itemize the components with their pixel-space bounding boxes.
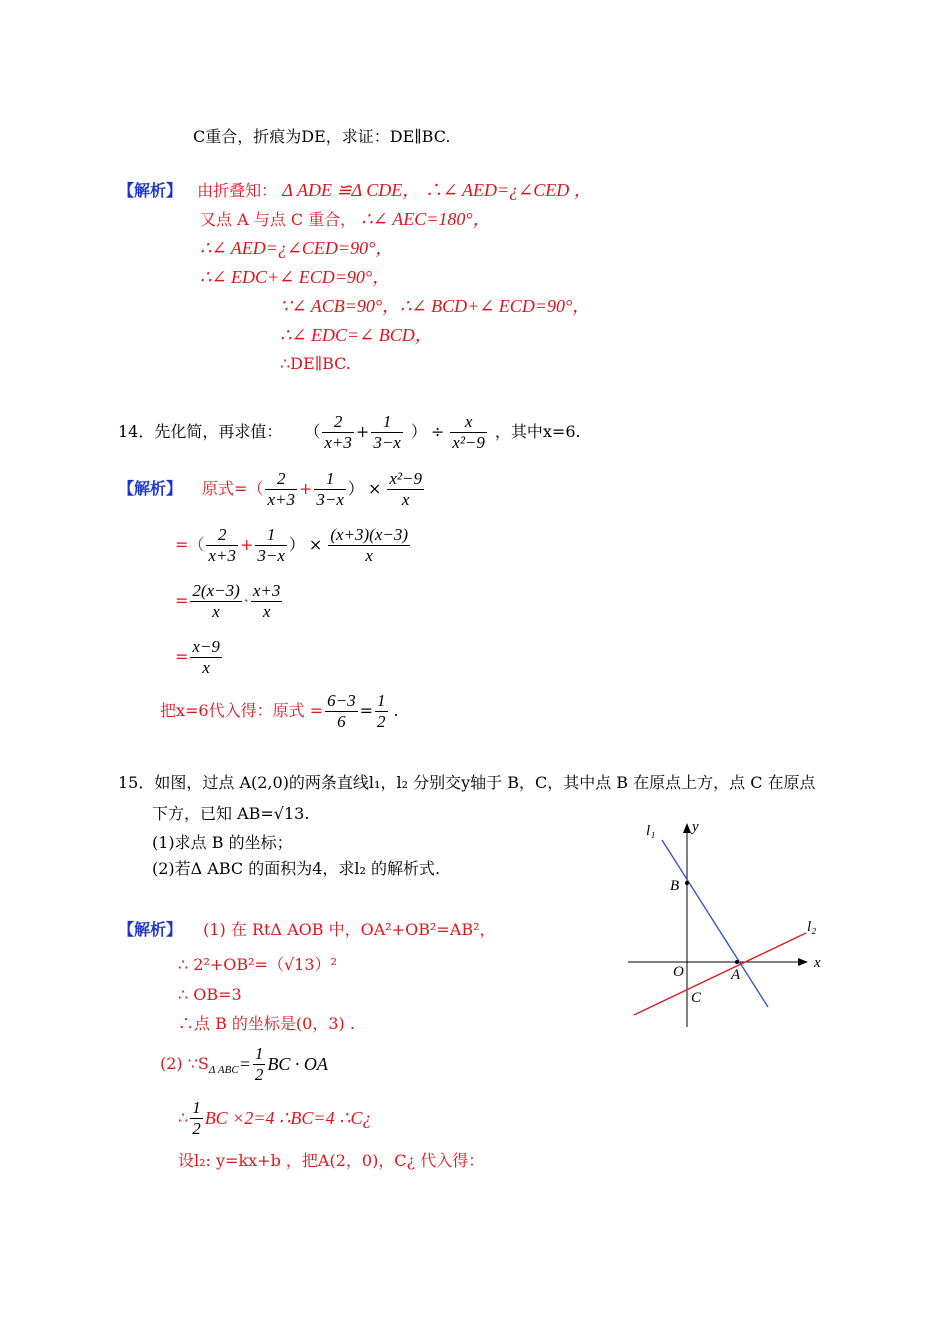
fraction: $\frac{1}{2}$ — [192, 1097, 201, 1138]
solution-label: 【解析】 — [118, 920, 183, 939]
coordinate-figure — [620, 815, 830, 1035]
label-A: A — [731, 967, 741, 983]
solution14-line3: = $\frac{2(x-3)}{x}$ · $\frac{x+3}{x}$ — [175, 580, 281, 621]
stem-text: 14．先化简，再求值： — [118, 422, 283, 441]
solution15-line3: ∴ OB=3 — [178, 985, 242, 1004]
solution15-line1: 【解析】 (1) 在 RtΔ AOB 中，OA²+OB²=AB²， — [118, 920, 496, 939]
x-axis-arrow — [798, 958, 808, 966]
label-O: O — [673, 964, 684, 980]
fraction: $\frac{2}{x+3}$ — [267, 468, 295, 509]
fraction: $\frac{6-3}{6}$ — [327, 690, 356, 731]
solution14-final: 把x=6代入得：原式 = $\frac{6-3}{6}$ = $\frac{1}{2}$ . — [160, 690, 399, 731]
point-A — [735, 960, 739, 964]
step-text: 由折叠知： — [197, 181, 278, 200]
line-l2 — [634, 933, 806, 1015]
point-B — [685, 881, 689, 885]
solution13-step5: ∵∠ ACB=90°，∴∠ BCD+∠ ECD=90°， — [280, 296, 591, 316]
fraction: $\frac{1}{3-x}$ — [257, 524, 285, 565]
fraction: $\frac{1}{3-x}$ — [373, 411, 401, 452]
problem13-continuation: C重合，折痕为DE，求证：DE∥BC. — [193, 127, 451, 146]
fraction: $\frac{2}{x+3}$ — [208, 524, 236, 565]
solution13-step3: ∴∠ AED=¿∠CED=90°， — [200, 238, 394, 258]
fraction: $\frac{x-9}{x}$ — [192, 636, 220, 677]
problem14-stem: 14．先化简，再求值： （ $\frac{2}{x+3}$ + $\frac{1}{3-x}$ ） ÷ $\frac{x}{\text{x²−9}}$ ，其中x=6. — [118, 411, 581, 452]
label-C: C — [691, 990, 702, 1006]
solution13-step7: ∴DE∥BC. — [280, 354, 351, 373]
fraction: $\frac{\text{x²−9}}{x}$ — [389, 468, 422, 509]
step-math: ∴∠ AEC=180°， — [361, 209, 491, 229]
solution-label: 【解析】 — [118, 181, 183, 200]
label-x: x — [814, 955, 821, 971]
solution15-line4: ∴点 B 的坐标是(0，3) . — [178, 1014, 355, 1033]
step-text: 又点 A 与点 C 重合， — [200, 210, 357, 229]
solution15-line6: ∴ $\frac{1}{2}$ BC ×2=4 ∴BC=4 ∴C¿ — [178, 1097, 372, 1138]
problem15-stem-line2: 下方，已知 AB=√13. — [152, 804, 310, 823]
solution14-line2: = （ $\frac{2}{x+3}$ + $\frac{1}{3-x}$ ） × $\frac{(x+3)(x-3)}{x}$ — [175, 524, 408, 565]
solution13-step2 — [200, 209, 491, 230]
label-y: y — [692, 819, 699, 835]
fraction: $\frac{2(x-3)}{x}$ — [192, 580, 240, 621]
solution13 — [118, 180, 592, 201]
solution-label: 【解析】 — [118, 479, 183, 498]
stem-text: ，其中x=6. — [494, 422, 581, 441]
solution13-step4: ∴∠ EDC+∠ ECD=90°， — [200, 267, 391, 287]
fraction: $\frac{1}{2}$ — [377, 690, 386, 731]
line-l1 — [662, 840, 768, 1007]
label-l2: l₂ — [807, 919, 817, 935]
solution15-line2: ∴ 2²+OB²=（√13）² — [178, 955, 337, 974]
fraction: $\frac{x}{\text{x²−9}}$ — [452, 411, 485, 452]
solution13-step6: ∴∠ EDC=∠ BCD， — [280, 325, 433, 345]
step-math: Δ ADE ≌Δ CDE， ∴∠ AED=¿∠CED ， — [282, 180, 592, 200]
fraction: $\frac{2}{x+3}$ — [324, 411, 352, 452]
problem15-question1: (1)求点 B 的坐标； — [152, 833, 293, 852]
y-axis-arrow — [683, 823, 691, 833]
label-l1: l₁ — [646, 823, 656, 839]
problem15-question2: (2)若Δ ABC 的面积为4，求l₂ 的解析式. — [152, 859, 441, 878]
problem15-stem-line1: 15．如图，过点 A(2,0)的两条直线l₁，l₂ 分别交y轴于 B，C，其中点 B 在原点上方，点 C 在原点 — [118, 773, 816, 792]
fraction: $\frac{1}{2}$ — [254, 1043, 264, 1084]
fraction: $\frac{(x+3)(x-3)}{x}$ — [330, 524, 408, 565]
solution14-line4: = $\frac{x-9}{x}$ — [175, 636, 220, 677]
fraction: $\frac{1}{3-x}$ — [316, 468, 344, 509]
solution15-line5: (2) ∵S $_{\Delta ABC}$ = $\frac{1}{2}$ BC · OA — [160, 1043, 328, 1084]
fraction: $\frac{x+3}{x}$ — [252, 580, 281, 621]
solution15-line7: 设l₂: y=kx+b ，把A(2，0)，C¿ 代入得： — [178, 1151, 485, 1170]
solution14-line1: 【解析】 原式= （ $\frac{2}{x+3}$ + $\frac{1}{3-x}$ ） × $\frac{\text{x²−9}}{x}$ — [118, 468, 422, 509]
label-B: B — [670, 878, 680, 894]
